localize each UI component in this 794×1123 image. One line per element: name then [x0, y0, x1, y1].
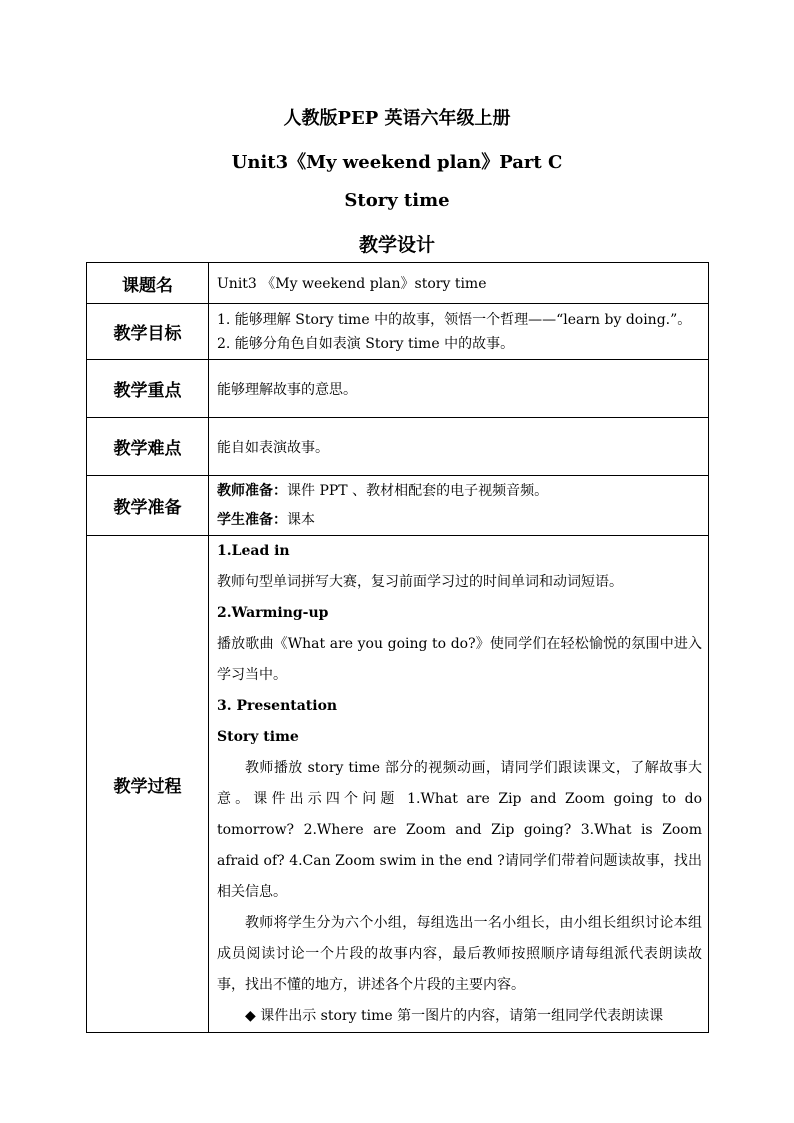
teacher-preparation-value: 课件 PPT 、教材相配套的电子视频音频。: [287, 483, 549, 499]
topic-row: [87, 263, 709, 304]
difficulties-value: 能自如表演故事。: [209, 418, 709, 476]
lesson-plan-table: [86, 262, 709, 1033]
process-row: [87, 536, 709, 1033]
preparation-label: 教学准备: [87, 476, 209, 536]
key-points-label: 教学重点: [87, 360, 209, 418]
goals-row: [87, 304, 709, 360]
goals-content: [209, 304, 709, 360]
preparation-row: [87, 476, 709, 536]
unit-title: Unit3《My weekend plan》Part C: [231, 152, 563, 173]
key-points-row: [87, 360, 709, 418]
story-time-heading: Story time: [217, 729, 299, 745]
story-paragraph-1: 教师播放 story time 部分的视频动画，请同学们跟读课文，了解故事大意。课件出示四个问题 1.What are Zip and Zoom going to do tomorrow? 2.Where are Zoom and Zip going? 3.What is Zoom afraid of? 4.Can Zoom swim in the end ?请同学们带着问题读故事，找出相关信息。: [217, 760, 702, 900]
student-preparation-value: 课本: [287, 512, 315, 528]
difficulties-row: [87, 418, 709, 476]
warmup-heading: 2.Warming-up: [217, 605, 329, 621]
document-title: 人教版PEP 英语六年级上册: [283, 108, 511, 129]
diamond-bullet-icon: ◆: [245, 1008, 256, 1024]
section-title: Story time: [344, 190, 450, 211]
student-preparation-label: 学生准备：: [217, 512, 287, 528]
process-label: 教学过程: [87, 536, 209, 1033]
topic-label: 课题名: [87, 263, 209, 304]
bullet-item: [217, 1001, 702, 1032]
process-content: [209, 536, 709, 1033]
design-title: 教学设计: [358, 234, 435, 256]
goals-label: 教学目标: [87, 304, 209, 360]
student-preparation: [217, 508, 702, 532]
lead-in-heading: 1.Lead in: [217, 543, 290, 559]
difficulties-label: 教学难点: [87, 418, 209, 476]
key-points-value: 能够理解故事的意思。: [209, 360, 709, 418]
teacher-preparation-label: 教师准备：: [217, 483, 287, 499]
preparation-content: [209, 476, 709, 536]
goal-item-1: 1. 能够理解 Story time 中的故事，领悟一个哲理——“learn by doing.”。: [217, 311, 692, 328]
bullet-text: 课件出示 story time 第一图片的内容，请第一组同学代表朗读课: [260, 1008, 664, 1024]
topic-value: Unit3 《My weekend plan》story time: [209, 263, 709, 304]
teacher-preparation: [217, 479, 702, 503]
warmup-text: 播放歌曲《What are you going to do?》使同学们在轻松愉悦的氛围中进入学习当中。: [217, 636, 702, 683]
presentation-heading: 3. Presentation: [217, 698, 338, 714]
story-paragraph-2: 教师将学生分为六个小组，每组选出一名小组长，由小组长组织讨论本组成员阅读讨论一个片段的故事内容，最后教师按照顺序请每组派代表朗读故事，找出不懂的地方，讲述各个片段的主要内容。: [217, 915, 702, 993]
goal-item-2: 2. 能够分角色自如表演 Story time 中的故事。: [217, 335, 515, 352]
lead-in-text: 教师句型单词拼写大赛，复习前面学习过的时间单词和动词短语。: [217, 574, 623, 590]
